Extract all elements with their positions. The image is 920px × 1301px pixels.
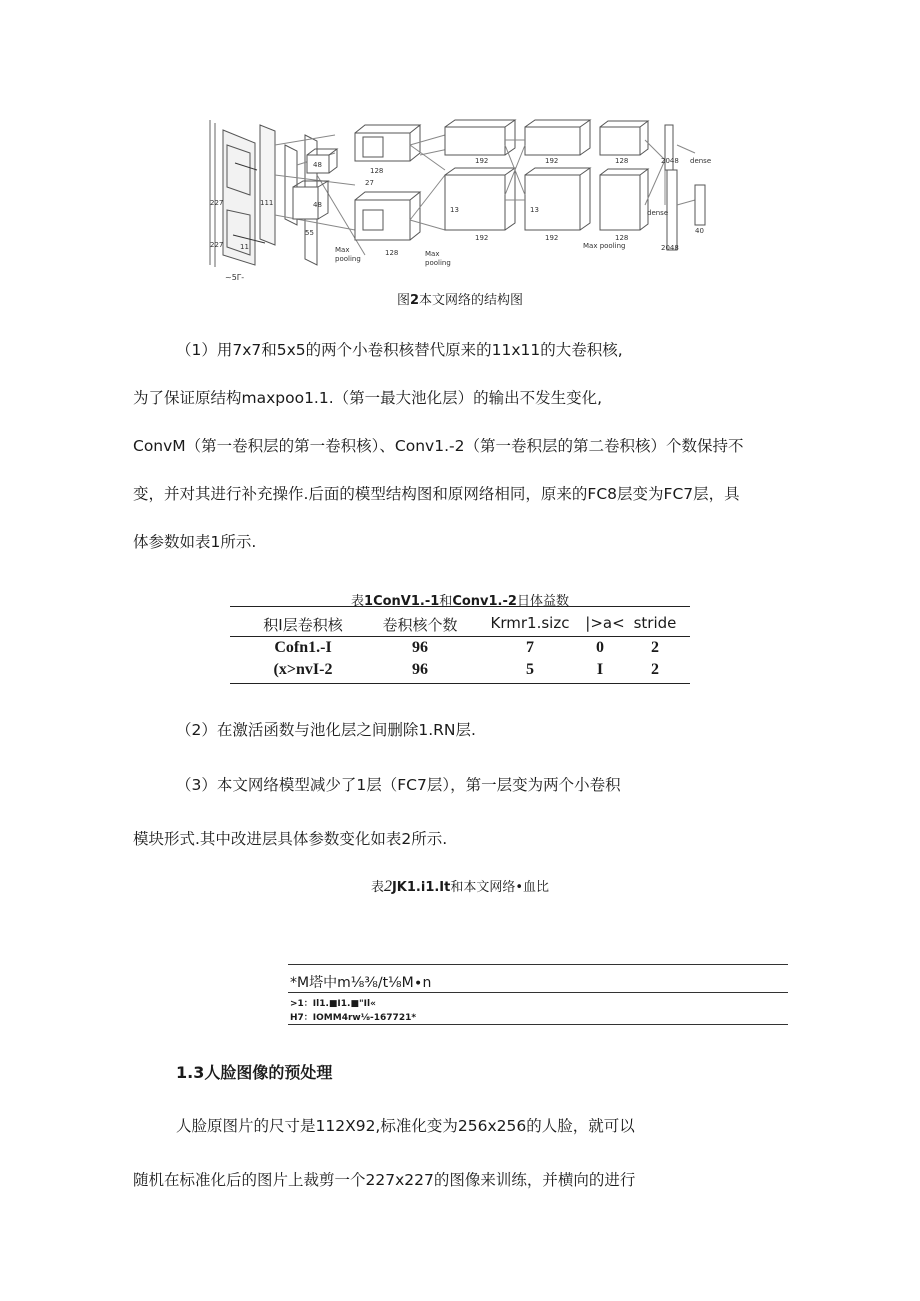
- table1-caption-bold1: 1ConV1.-1: [364, 594, 440, 609]
- fig-label-227b: 227: [210, 241, 224, 249]
- paragraph-10: 随机在标准化后的图片上裁剪一个227x227的图像来训练，并横向的进行: [133, 1171, 636, 1189]
- paragraph-5: 体参数如表1所示.: [133, 533, 257, 551]
- fig-label-2048a: 2048: [661, 157, 679, 165]
- fig-label-maxpool3: Max pooling: [583, 242, 626, 250]
- fig-label-2048b: 2048: [661, 244, 679, 252]
- fig-label-192d: 192: [545, 234, 559, 242]
- fig-label-11: 11: [240, 243, 249, 251]
- fig-label-55: 55: [305, 229, 314, 237]
- table1-mid-rule: [230, 636, 690, 637]
- paragraph-9: 人脸原图片的尺寸是112X92,标准化变为256x256的人脸，就可以: [176, 1117, 635, 1135]
- figure-caption: [0, 289, 920, 308]
- table1-header-stride: stride: [633, 614, 677, 632]
- fig-label-192a: 192: [475, 157, 489, 165]
- table1-bottom-rule: [230, 683, 690, 684]
- table1-row1-count: 96: [412, 639, 428, 656]
- table2-caption-number: 2: [383, 878, 392, 895]
- table2-row1: >1：Il1.■I1.■"Il«: [290, 999, 376, 1009]
- table2-bottom-rule: [288, 1024, 788, 1025]
- table1-row2-pad: I: [596, 661, 604, 678]
- paragraph-6: （2）在激活函数与池化层之间删除1.RN层.: [176, 721, 476, 739]
- fig-label-13b: 13: [530, 206, 539, 214]
- fig-label-128a: 128: [370, 167, 384, 175]
- section-heading: 1.3人脸图像的预处理: [176, 1063, 333, 1082]
- table1-row2-stride: 2: [651, 661, 659, 678]
- figure-caption-text: 本文网络的结构图: [419, 293, 524, 308]
- fig-label-40: 40: [695, 227, 704, 235]
- fig-label-192c: 192: [545, 157, 559, 165]
- fig-label-192b: 192: [475, 234, 489, 242]
- fig-label-128d: 128: [615, 234, 629, 242]
- table1-row1-size: 7: [526, 639, 534, 656]
- paragraph-8: 模块形式.其中改进层具体参数变化如表2所示.: [133, 830, 448, 848]
- fig-label-128b: 128: [385, 249, 399, 257]
- fig-label-111: 111: [260, 199, 274, 207]
- paragraph-4: 变，并对其进行补充操作.后面的模型结构图和原网络相同，原来的FC8层变为FC7层，具: [133, 485, 740, 503]
- table1-caption-text: 日体益数: [516, 594, 569, 609]
- fig-label-maxpool2b: pooling: [425, 259, 451, 267]
- table2-caption-bold: JK1.i1.It: [391, 880, 451, 895]
- fig-label-48a: 48: [313, 161, 322, 169]
- table1-row1-layer: Cofn1.-I: [274, 639, 332, 656]
- fig-label-dense-a: dense: [690, 157, 712, 165]
- figure-caption-number: 2: [409, 293, 420, 308]
- table2-top-rule: [288, 964, 788, 965]
- table2-caption-prefix: 表: [370, 880, 384, 895]
- network-architecture-figure: [205, 115, 717, 285]
- paragraph-1: （1）用7x7和5x5的两个小卷积核替代原来的11x11的大卷积核,: [176, 341, 623, 359]
- table1-header-layer: 积I层卷积核: [263, 616, 343, 634]
- table1-row2-layer: (x>nvI-2: [273, 661, 333, 678]
- table1-top-rule: [230, 606, 690, 607]
- architecture-diagram: [205, 115, 717, 285]
- fig-label-27: 27: [365, 179, 374, 187]
- fig-label-maxpool2a: Max: [425, 250, 440, 258]
- fig-label-maxpool1b: pooling: [335, 255, 361, 263]
- table1-header-size: Krmr1.sizc: [490, 614, 570, 632]
- fig-label-dense-b: dense: [647, 209, 669, 217]
- table2-caption-text: 和本文网络•血比: [450, 880, 550, 895]
- table1-row2-count: 96: [412, 661, 428, 678]
- paragraph-3: ConvM（第一卷积层的第一卷积核）、Conv1.-2（第一卷积层的第二卷积核）个数保持不: [133, 437, 744, 455]
- table1-caption-bold2: Conv1.-2: [452, 594, 517, 609]
- fig-label-128c: 128: [615, 157, 629, 165]
- table1-row1-pad: 0: [596, 639, 604, 656]
- table2-header: *M塔中m⅛⅜∕t⅛M∙n: [290, 975, 432, 991]
- fig-label-13a: 13: [450, 206, 459, 214]
- paragraph-2: 为了保证原结构maxpoo1.1.（第一最大池化层）的输出不发生变化,: [133, 389, 603, 407]
- table2-row2: H7：IOMM4rw⅛-167721*: [290, 1013, 417, 1023]
- table1-row1-stride: 2: [651, 639, 659, 656]
- fig-label-maxpool1a: Max: [335, 246, 350, 254]
- fig-label-stride: ~5Γ-: [225, 273, 245, 282]
- table1-header-pad: |>a<: [585, 614, 625, 632]
- fig-label-48b: 48: [313, 201, 322, 209]
- table1-caption-prefix: 表: [351, 594, 365, 609]
- paragraph-7: （3）本文网络模型减少了1层（FC7层），第一层变为两个小卷积: [176, 776, 621, 794]
- table2-mid-rule: [288, 992, 788, 993]
- table2-caption: [0, 876, 920, 896]
- figure-caption-prefix: 图: [396, 293, 410, 308]
- fig-label-227a: 227: [210, 199, 224, 207]
- table1-header-count: 卷积核个数: [382, 616, 458, 634]
- table1-row2-size: 5: [526, 661, 534, 678]
- table1-caption-mid: 和: [439, 594, 453, 609]
